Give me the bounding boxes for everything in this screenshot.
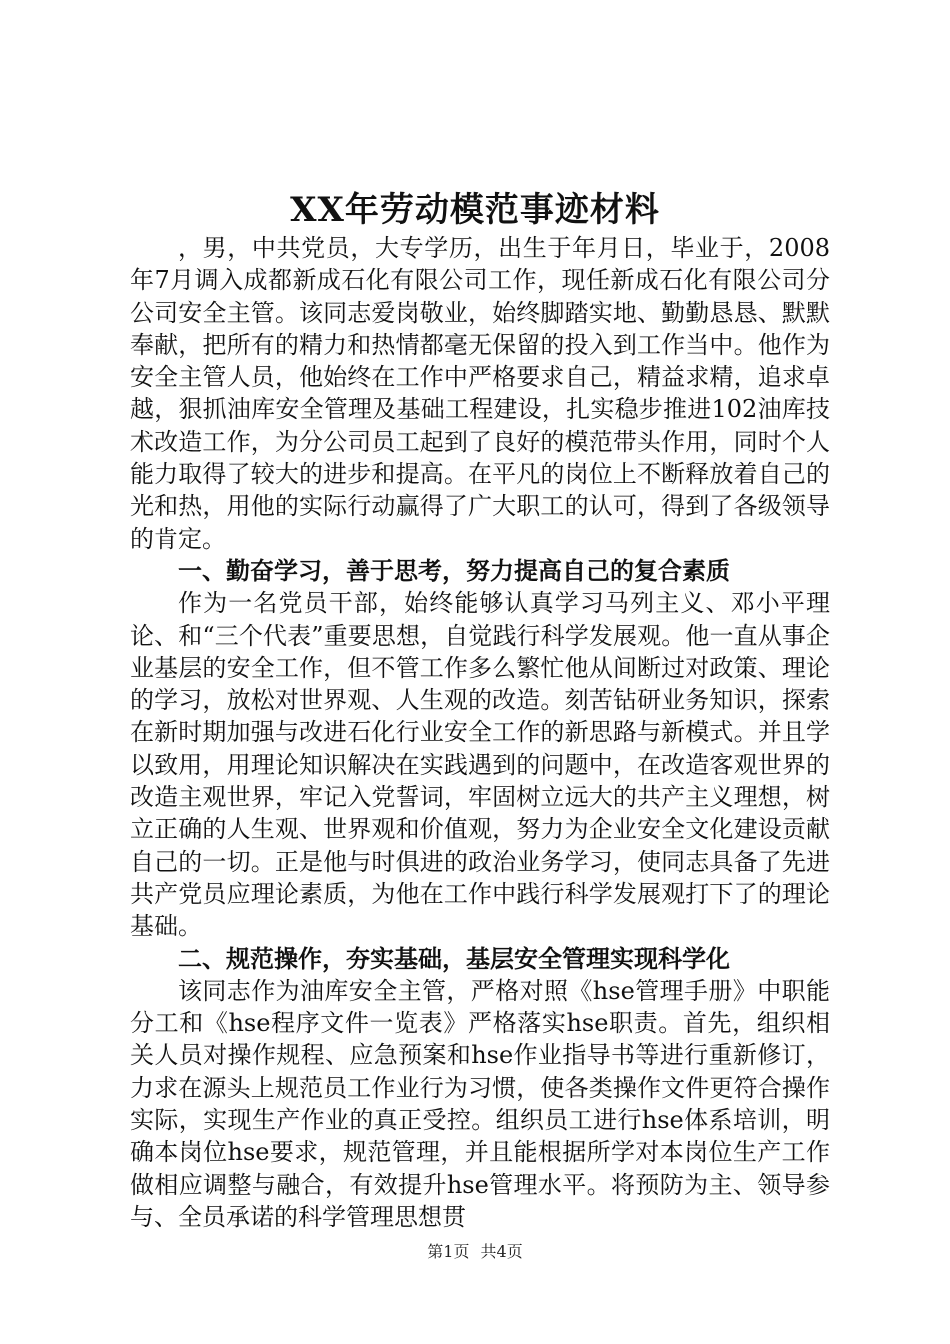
section-2-paragraph: 该同志作为油库安全主管，严格对照《hse管理手册》中职能分工和《hse程序文件一览表》严格落实hse职责。首先，组织相关人员对操作规程、应急预案和hse作业指导书等进行重新修订，力求在源头上规范员工作业行为习惯，使各类操作文件更符合操作实际，实现生产作业的真正受控。组织员工进行hse体系培训，明确本岗位hse要求，规范管理，并且能根据所学对本岗位生产工作做相应调整与融合，有效提升hse管理水平。将预防为主、领导参与、全员承诺的科学管理思想贯 <box>130 976 830 1231</box>
page-total: 共4页 <box>480 1242 523 1261</box>
section-1-paragraph: 作为一名党员干部，始终能够认真学习马列主义、邓小平理论、和“三个代表”重要思想，自觉践行科学发展观。他一直从事企业基层的安全工作，但不管工作多么繁忙他从间断过对政策、理论的学习，放松对世界观、人生观的改造。刻苦钻研业务知识，探索在新时期加强与改进石化行业安全工作的新思路与新模式。并且学以致用，用理论知识解决在实践遇到的问题中，在改造客观世界的改造主观世界，牢记入党誓词，牢固树立远大的共产主义理想，树立正确的人生观、世界观和价值观，努力为企业安全文化建设贡献自己的一切。正是他与时俱进的政治业务学习，使同志具备了先进共产党员应理论素质，为他在工作中践行科学发展观打下了的理论基础。 <box>130 589 830 941</box>
section-2-heading: 二、规范操作，夯实基础，基层安全管理实现科学化 <box>178 943 730 973</box>
section-1-heading: 一、勤奋学习，善于思考，努力提高自己的复合素质 <box>178 555 730 585</box>
page-footer <box>0 1240 950 1264</box>
document-body <box>130 232 830 1233</box>
intro-paragraph: ，男，中共党员，大专学历，出生于年月日，毕业于，2008年7月调入成都新成石化有限公司工作，现任新成石化有限公司分公司安全主管。该同志爱岗敬业，始终脚踏实地、勤勤恳恳、默默奉献，把所有的精力和热情都毫无保留的投入到工作当中。他作为安全主管人员，他始终在工作中严格要求自己，精益求精，追求卓越，狠抓油库安全管理及基础工程建设，扎实稳步推进102油库技术改造工作，为分公司员工起到了良好的模范带头作用，同时个人能力取得了较大的进步和提高。在平凡的岗位上不断释放着自己的光和热，用他的实际行动赢得了广大职工的认可，得到了各级领导的肯定。 <box>130 234 830 553</box>
document-title: XX年劳动模范事迹材料 <box>290 190 660 230</box>
page-number: 第1页 <box>427 1242 470 1261</box>
